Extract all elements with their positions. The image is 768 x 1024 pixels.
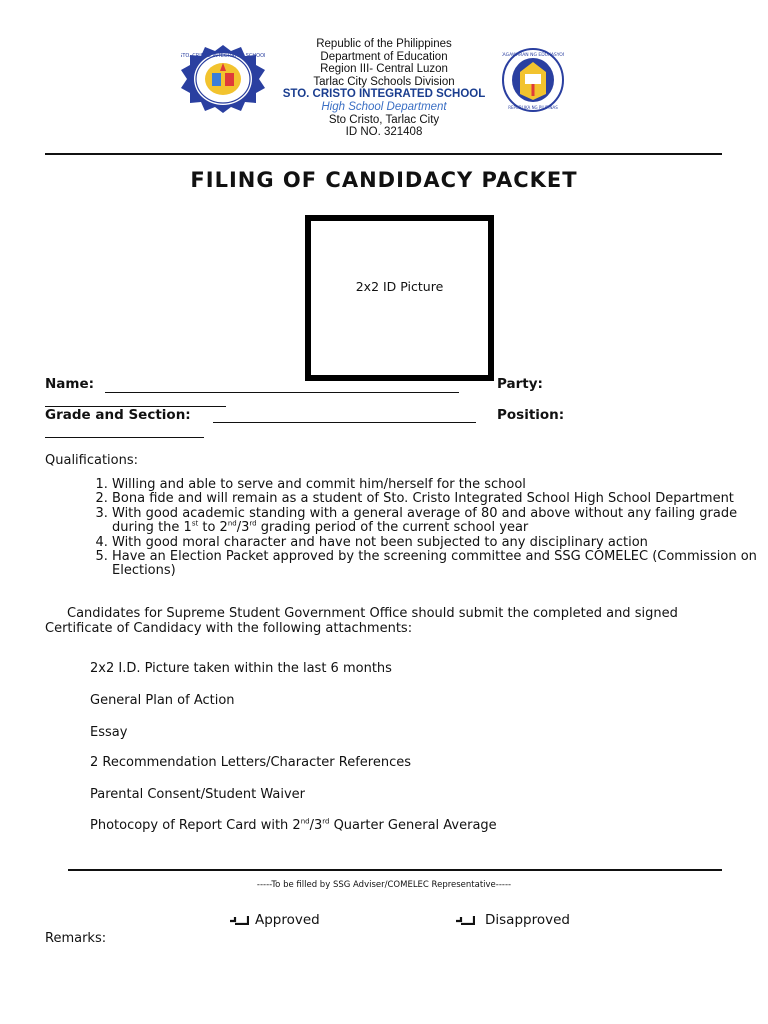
school-id-number: ID NO. 321408 — [345, 126, 423, 139]
name-label: Name: — [45, 376, 95, 392]
attachment-item: Parental Consent/Student Waiver — [90, 787, 306, 802]
id-photo-box — [305, 215, 494, 381]
instructions-paragraph: Candidates for Supreme Student Government Office should submit the completed and signed Certificate of Candidacy with the following attachments: — [45, 606, 678, 636]
list-item: 1. Willing and able to serve and commit him/herself for the school — [112, 478, 768, 492]
grade-section-label: Grade and Section: — [45, 407, 191, 423]
letterhead — [268, 38, 500, 139]
header-line: Tarlac City Schools Division — [313, 75, 455, 88]
grade-section-field[interactable] — [213, 422, 476, 423]
right-logo-text-top: KAGAWARAN NG EDUKASYON — [502, 53, 564, 58]
attachment-text: Quarter General Average — [329, 818, 497, 833]
list-item: 5. Have an Election Packet approved by the screening committee and SSG COMELEC (Commission on Elections) — [112, 550, 768, 579]
page-title: FILING OF CANDIDACY PACKET — [190, 168, 578, 192]
left-logo-text: STO. CRISTO INTEGRATED SCHOOL — [181, 53, 265, 59]
name-field[interactable] — [105, 392, 459, 393]
department-name: High School Department — [321, 100, 447, 113]
approved-checkbox[interactable] — [229, 910, 249, 920]
ordinal-suffix: st — [191, 519, 199, 528]
position-field[interactable] — [45, 437, 204, 438]
ordinal-suffix: rd — [249, 519, 257, 528]
school-address: Sto Cristo, Tarlac City — [328, 113, 440, 126]
header-line: Region III- Central Luzon — [320, 63, 448, 76]
list-item-text: to 2 — [198, 520, 228, 536]
list-item-text: With good academic standing with a general average of 80 and above without any failing grade during the 1 — [112, 505, 738, 536]
photo-label: 2x2 ID Picture — [355, 279, 444, 294]
party-label: Party: — [497, 376, 543, 392]
school-seal-logo — [181, 43, 265, 115]
attachment-item: 2 Recommendation Letters/Character References — [90, 755, 412, 770]
list-item-text: /3 — [236, 520, 250, 536]
disapproved-checkbox[interactable] — [455, 910, 475, 920]
attachment-text: Photocopy of Report Card with 2 — [90, 818, 301, 833]
list-item-text: grading period of the current school year — [256, 520, 529, 536]
approved-label: Approved — [255, 912, 320, 928]
ordinal-suffix: nd — [300, 817, 310, 826]
ordinal-suffix: rd — [322, 817, 330, 826]
right-logo-text-bottom: REPUBLIKA NG PILIPINAS — [508, 105, 558, 110]
attachment-item — [90, 818, 497, 833]
adviser-note: -----To be filled by SSG Adviser/COMELEC Representative----- — [256, 880, 512, 890]
attachment-item: 2x2 I.D. Picture taken within the last 6 months — [90, 661, 392, 676]
attachment-item: General Plan of Action — [90, 693, 235, 708]
list-item: 2. Bona fide and will remain as a student of Sto. Cristo Integrated School High School Department — [112, 492, 768, 506]
attachment-text: /3 — [309, 818, 323, 833]
deped-seal-logo — [502, 48, 564, 112]
attachment-item: Essay — [90, 725, 128, 740]
header-divider — [45, 153, 722, 155]
position-label: Position: — [497, 407, 565, 423]
list-item — [112, 507, 768, 536]
header-line: Republic of the Philippines — [316, 38, 452, 50]
header-line: Department of Education — [320, 50, 448, 63]
qualifications-list — [60, 478, 768, 579]
list-item: 4. With good moral character and have not been subjected to any disciplinary action — [112, 536, 768, 550]
qualifications-heading: Qualifications: — [45, 453, 139, 468]
school-name: STO. CRISTO INTEGRATED SCHOOL — [282, 88, 486, 101]
ordinal-suffix: nd — [227, 519, 237, 528]
remarks-label: Remarks: — [45, 931, 107, 946]
disapproved-label: Disapproved — [485, 912, 570, 928]
adviser-divider — [68, 869, 722, 871]
